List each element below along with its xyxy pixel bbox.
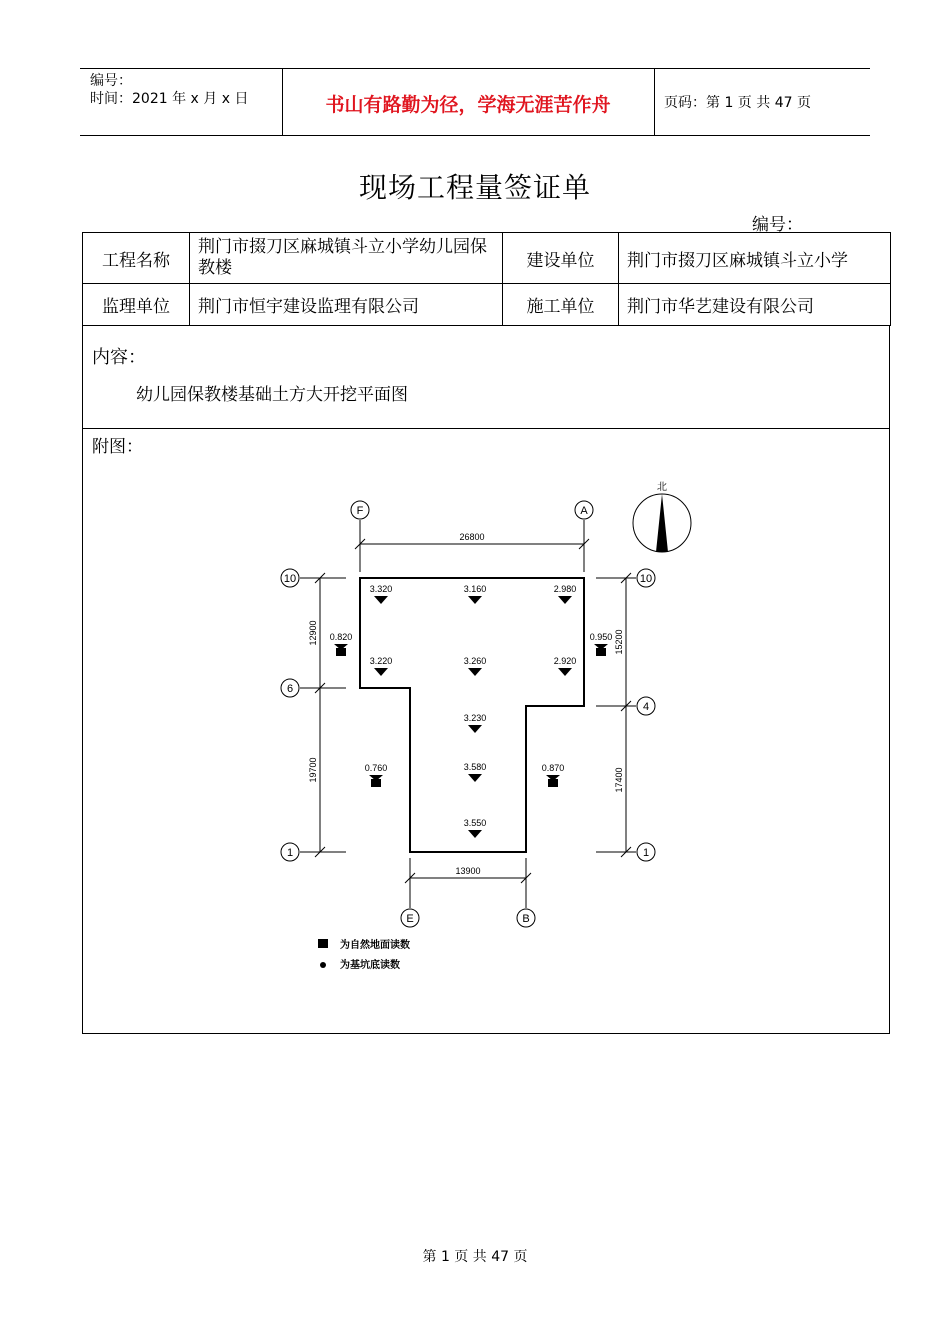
axis-a-label: A [580,505,588,517]
elev-0950: 0.950 [589,632,613,642]
legend-natural: 为自然地面读数 [340,940,410,951]
elev-2980: 2.980 [553,584,577,594]
header-motto: 书山有路勤为径，学海无涯苦作舟 [325,93,611,116]
ground-marker-icon [596,648,606,656]
pit-marker-icon [468,596,482,604]
dim-bottom: 13900 [455,866,481,876]
pit-marker-icon [558,596,572,604]
ground-marker-icon [548,779,558,787]
dim-top: 26800 [459,532,485,542]
pit-marker-icon [468,774,482,782]
content-label: 内容： [92,347,146,368]
supervisor-value: 荆门市恒宇建设监理有限公司 [190,284,503,326]
legend-pit: 为基坑底读数 [340,960,400,971]
elev-0760: 0.760 [364,763,388,773]
elev-2920: 2.920 [553,656,577,666]
pit-marker-icon [468,668,482,676]
supervisor-label: 监理单位 [83,284,190,326]
page-title: 现场工程量签证单 [358,171,591,204]
header-page-info: 页码：第 1 页 共 47 页 [664,95,811,111]
owner-value: 荆门市掇刀区麻城镇斗立小学 [619,233,891,284]
page-footer: 第 1 页 共 47 页 [422,1249,528,1265]
header-number-label: 编号： [90,73,132,89]
elev-0870: 0.870 [541,763,565,773]
axis-10-left-label: 10 [283,573,297,585]
owner-label: 建设单位 [503,233,619,284]
elev-3580: 3.580 [463,762,487,772]
north-needle-icon [656,494,668,552]
axis-10-right-label: 10 [639,573,653,585]
elev-3230: 3.230 [463,713,487,723]
axis-f-label: F [356,505,364,517]
dim-right-lower: 17400 [614,767,624,793]
project-name-value: 荆门市掇刀区麻城镇斗立小学幼儿园保教楼 [190,233,503,284]
attachment-label: 附图： [92,437,143,457]
axis-1-left-label: 1 [286,847,294,859]
elev-3220: 3.220 [369,656,393,666]
axis-b-label: B [522,913,530,925]
pit-marker-icon [374,668,388,676]
legend-square-icon [318,939,328,948]
dim-right-upper: 15200 [614,629,624,655]
elev-3320: 3.320 [369,584,393,594]
content-text: 幼儿园保教楼基础土方大开挖平面图 [136,385,408,405]
axis-e-label: E [406,913,414,925]
elev-3260: 3.260 [463,656,487,666]
contractor-value: 荆门市华艺建设有限公司 [619,284,891,326]
pit-marker-icon [468,830,482,838]
axis-1-right-label: 1 [642,847,650,859]
project-name-label: 工程名称 [83,233,190,284]
elev-3550: 3.550 [463,818,487,828]
axis-4-label: 4 [642,701,650,713]
header-time-label: 时间：2021 年 x 月 x 日 [90,91,249,107]
pit-marker-icon [468,725,482,733]
contractor-label: 施工单位 [503,284,619,326]
doc-number-label: 编号： [752,215,803,235]
pit-marker-icon [374,596,388,604]
elev-3160: 3.160 [463,584,487,594]
pit-marker-icon [558,668,572,676]
dim-left-upper: 12900 [308,620,318,646]
elev-0820: 0.820 [329,632,353,642]
legend-dot-icon [320,962,326,968]
ground-marker-icon [336,648,346,656]
axis-6-label: 6 [286,683,294,695]
north-label: 北 [657,482,667,493]
dim-left-lower: 19700 [308,757,318,783]
ground-marker-icon [371,779,381,787]
